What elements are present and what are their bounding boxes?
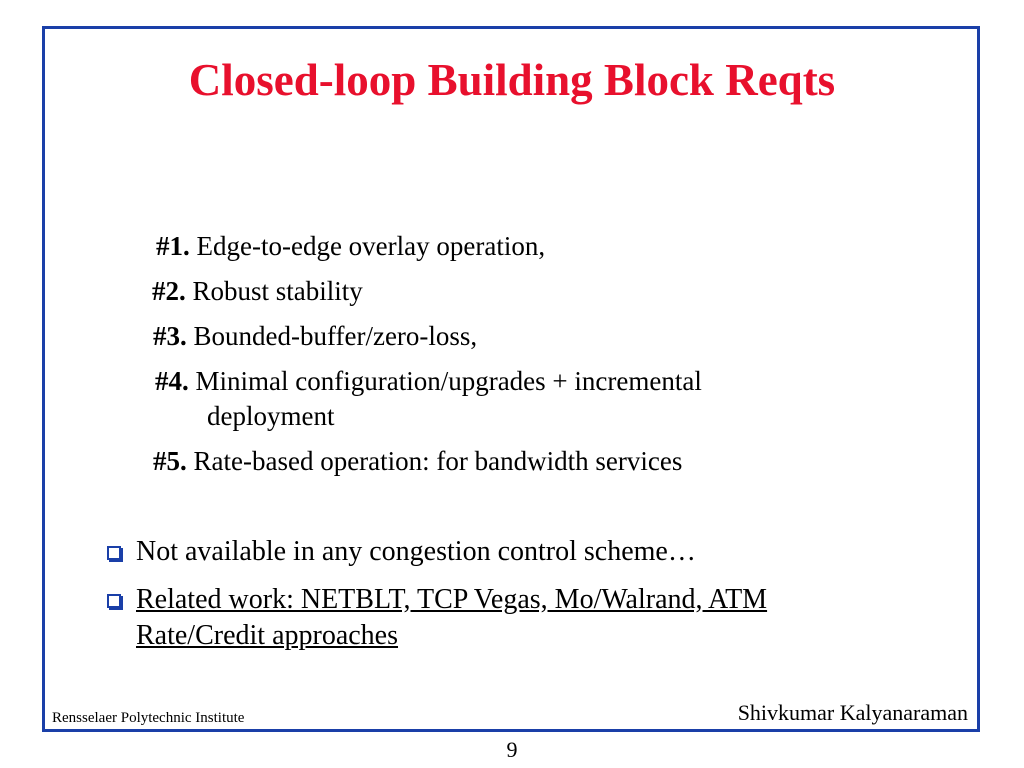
- footer-institution: Rensselaer Polytechnic Institute: [52, 710, 245, 726]
- requirement-text: Robust stability: [192, 276, 363, 306]
- requirement-2: [152, 274, 363, 308]
- requirement-5: [153, 444, 682, 478]
- requirement-number: #3.: [153, 321, 187, 351]
- requirement-text: Minimal configuration/upgrades + incremental: [195, 366, 702, 396]
- bullet-1: Not available in any congestion control scheme…: [136, 536, 696, 567]
- requirement-4-continuation: deployment: [207, 401, 335, 431]
- bullet-box-icon: [107, 546, 121, 560]
- bullet-2-link-continuation[interactable]: Rate/Credit approaches: [136, 620, 399, 651]
- bullet-2-link[interactable]: Related work: NETBLT, TCP Vegas, Mo/Walrand, ATM: [136, 584, 768, 615]
- requirement-text: Edge-to-edge overlay operation,: [196, 231, 546, 261]
- footer-author: Shivkumar Kalyanaraman: [737, 700, 968, 725]
- requirement-4: [155, 364, 702, 398]
- slide-title: Closed-loop Building Block Reqts: [188, 55, 836, 105]
- requirement-number: #1.: [156, 231, 190, 261]
- requirement-1: [156, 229, 545, 263]
- requirement-text: Rate-based operation: for bandwidth services: [193, 446, 683, 476]
- requirement-text: Bounded-buffer/zero-loss,: [193, 321, 478, 351]
- requirement-3: [153, 319, 477, 353]
- requirement-number: #5.: [153, 446, 187, 476]
- requirement-number: #2.: [152, 276, 186, 306]
- requirement-number: #4.: [155, 366, 189, 396]
- page-number: 9: [506, 737, 518, 762]
- bullet-box-icon: [107, 594, 121, 608]
